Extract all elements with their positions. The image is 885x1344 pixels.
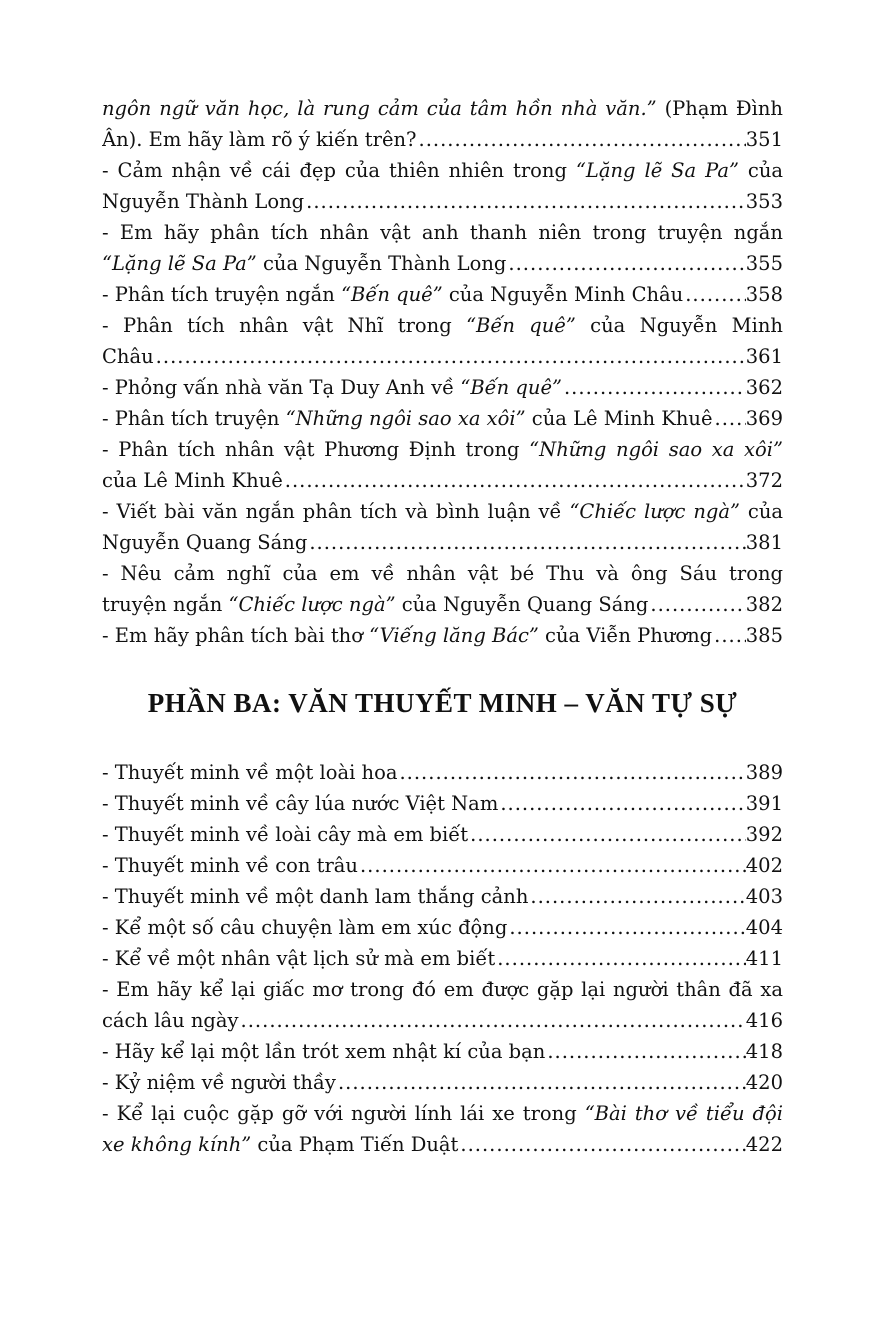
entry-text: - Phân tích truyện ngắn <box>102 283 342 306</box>
toc-entry-line <box>102 974 783 1005</box>
dot-leader <box>283 465 746 496</box>
toc-entry-title <box>102 186 304 217</box>
title-italic-text: ngôn ngữ văn học, là rung cảm của tâm hồn nhà văn.” <box>102 97 657 120</box>
entry-text: cách lâu ngày <box>102 1009 239 1032</box>
page-number: 353 <box>745 190 783 213</box>
toc-entry-title <box>102 527 307 558</box>
toc-entry-last-line <box>102 403 783 434</box>
toc-entry-title <box>102 788 498 819</box>
title-italic-text: “Bến quê” <box>466 314 576 337</box>
dot-leader <box>713 403 746 434</box>
entry-text: - Cảm nhận về cái đẹp của thiên nhiên trong <box>102 159 576 182</box>
page-number: 402 <box>745 854 783 877</box>
entry-text: của Nguyễn Quang Sáng <box>395 593 649 616</box>
title-italic-text: “Những ngôi sao xa xôi” <box>285 407 526 430</box>
toc-entry-line <box>102 155 783 186</box>
toc-entry-title <box>102 1036 545 1067</box>
entry-text: truyện ngắn <box>102 593 229 616</box>
entry-text: - Phân tích nhân vật Nhĩ trong <box>102 314 467 337</box>
toc-entry[interactable] <box>102 310 783 372</box>
toc-entry-title <box>102 124 417 155</box>
page-number: 372 <box>745 469 783 492</box>
toc-entry-last-line <box>102 788 783 819</box>
toc-entry-last-line <box>102 186 783 217</box>
section-heading: PHẦN BA: VĂN THUYẾT MINH – VĂN TỰ SỰ <box>147 688 738 718</box>
title-italic-text: “Viếng lăng Bác” <box>369 624 539 647</box>
toc-part-two-list <box>102 93 783 651</box>
toc-entry-title <box>102 1129 458 1160</box>
entry-text: - Em hãy phân tích nhân vật anh thanh niên trong truyện ngắn <box>102 221 783 244</box>
toc-entry-title <box>102 1067 336 1098</box>
toc-entry-line <box>102 310 783 341</box>
entry-text: Châu <box>102 345 154 368</box>
entry-text: Nguyễn Thành Long <box>102 190 305 213</box>
toc-entry-line <box>102 93 783 124</box>
page-number: 403 <box>745 885 783 908</box>
toc-entry[interactable] <box>102 155 783 217</box>
entry-text: - Kể về một nhân vật lịch sử mà em biết <box>102 947 496 970</box>
toc-entry[interactable] <box>102 819 783 850</box>
title-italic-text: “Lặng lẽ Sa Pa” <box>102 252 257 275</box>
entry-text: - Thuyết minh về một loài hoa <box>102 761 398 784</box>
toc-entry[interactable] <box>102 372 783 403</box>
toc-entry[interactable] <box>102 620 783 651</box>
title-italic-text: “Bài thơ về tiểu đội <box>584 1102 783 1125</box>
toc-entry-last-line <box>102 527 783 558</box>
page-number: 355 <box>745 252 783 275</box>
page-number: 361 <box>745 345 783 368</box>
entry-text: của Viễn Phương <box>538 624 713 647</box>
toc-entry[interactable] <box>102 279 783 310</box>
entry-text: - Hãy kể lại một lần trót xem nhật kí của bạn <box>102 1040 546 1063</box>
toc-entry-last-line <box>102 757 783 788</box>
title-italic-text: “Chiếc lược ngà” <box>228 593 396 616</box>
page-number: 362 <box>745 376 783 399</box>
toc-entry-title <box>102 912 507 943</box>
dot-leader <box>304 186 746 217</box>
entry-text: của <box>739 500 783 523</box>
dot-leader <box>712 620 746 651</box>
toc-entry[interactable] <box>102 1067 783 1098</box>
toc-entry-line <box>102 434 783 465</box>
entry-text: - Thuyết minh về loài cây mà em biết <box>102 823 469 846</box>
entry-text: - Viết bài văn ngắn phân tích và bình luận về <box>102 500 570 523</box>
dot-leader <box>239 1005 746 1036</box>
entry-text: - Phân tích truyện <box>102 407 286 430</box>
toc-entry-title <box>102 881 528 912</box>
entry-text: - Em hãy kể lại giấc mơ trong đó em được gặp lại người thân đã xa <box>102 978 783 1001</box>
toc-entry-last-line <box>102 943 783 974</box>
toc-entry[interactable] <box>102 788 783 819</box>
dot-leader <box>648 589 745 620</box>
page-number: 385 <box>745 624 783 647</box>
dot-leader <box>498 788 745 819</box>
dot-leader <box>545 1036 745 1067</box>
toc-entry-line <box>102 496 783 527</box>
page-number: 392 <box>745 823 783 846</box>
toc-entry-line <box>102 558 783 589</box>
toc-entry-last-line <box>102 912 783 943</box>
toc-entry[interactable] <box>102 496 783 558</box>
dot-leader <box>506 248 745 279</box>
toc-entry[interactable] <box>102 943 783 974</box>
entry-text: - Kỷ niệm về người thầy <box>102 1071 336 1094</box>
page-number: 391 <box>745 792 783 815</box>
dot-leader <box>468 819 746 850</box>
page-number: 404 <box>745 916 783 939</box>
toc-entry-title <box>102 620 712 651</box>
toc-entry-line <box>102 217 783 248</box>
toc-entry[interactable] <box>102 558 783 620</box>
title-italic-text: “Những ngôi sao xa xôi” <box>529 438 783 461</box>
toc-page <box>102 93 783 1160</box>
entry-text: - Phỏng vấn nhà văn Tạ Duy Anh về <box>102 376 461 399</box>
entry-text: - Thuyết minh về một danh lam thắng cảnh <box>102 885 529 908</box>
entry-text: (Phạm Đình <box>656 97 783 120</box>
entry-text: của Phạm Tiến Duật <box>251 1133 459 1156</box>
toc-entry[interactable] <box>102 217 783 279</box>
title-italic-text: xe không kính” <box>102 1133 252 1156</box>
toc-entry-title <box>102 341 154 372</box>
entry-text: - Phân tích nhân vật Phương Định trong <box>102 438 530 461</box>
dot-leader <box>495 943 746 974</box>
entry-text: - Nêu cảm nghĩ của em về nhân vật bé Thu và ông Sáu trong <box>102 562 783 585</box>
toc-entry-title <box>102 372 562 403</box>
title-italic-text: “Bến quê” <box>460 376 562 399</box>
page-number: 420 <box>745 1071 783 1094</box>
toc-entry-last-line <box>102 589 783 620</box>
entry-text: Ân). Em hãy làm rõ ý kiến trên? <box>102 128 417 151</box>
title-italic-text: “Lặng lẽ Sa Pa” <box>575 159 739 182</box>
toc-entry[interactable] <box>102 1098 783 1160</box>
dot-leader <box>458 1129 745 1160</box>
toc-entry[interactable] <box>102 434 783 496</box>
toc-entry[interactable] <box>102 912 783 943</box>
toc-entry-last-line <box>102 279 783 310</box>
entry-text: của Lê Minh Khuê <box>102 469 283 492</box>
toc-entry-last-line <box>102 372 783 403</box>
toc-entry[interactable] <box>102 93 783 155</box>
page-number: 351 <box>745 128 783 151</box>
toc-entry-title <box>102 279 683 310</box>
toc-entry-title <box>102 1005 239 1036</box>
entry-text: của Nguyễn Minh <box>575 314 783 337</box>
toc-entry-last-line <box>102 1005 783 1036</box>
page-number: 389 <box>745 761 783 784</box>
dot-leader <box>507 912 745 943</box>
toc-entry-last-line <box>102 850 783 881</box>
page-number: 411 <box>745 947 783 970</box>
toc-entry[interactable] <box>102 757 783 788</box>
toc-entry-title <box>102 819 468 850</box>
toc-entry-title <box>102 757 397 788</box>
dot-leader <box>358 850 746 881</box>
entry-text: của Lê Minh Khuê <box>525 407 713 430</box>
toc-entry-last-line <box>102 248 783 279</box>
page-number: 422 <box>745 1133 783 1156</box>
entry-text: của Nguyễn Minh Châu <box>442 283 684 306</box>
entry-text: - Em hãy phân tích bài thơ <box>102 624 370 647</box>
page-number: 418 <box>745 1040 783 1063</box>
dot-leader <box>336 1067 746 1098</box>
toc-entry[interactable] <box>102 974 783 1036</box>
dot-leader <box>528 881 745 912</box>
toc-entry-last-line <box>102 620 783 651</box>
toc-entry[interactable] <box>102 881 783 912</box>
toc-entry-title <box>102 403 713 434</box>
page-number: 358 <box>745 283 783 306</box>
toc-entry-title <box>102 248 506 279</box>
entry-text: - Thuyết minh về cây lúa nước Việt Nam <box>102 792 499 815</box>
page-number: 381 <box>745 531 783 554</box>
toc-entry[interactable] <box>102 1036 783 1067</box>
entry-text: của Nguyễn Thành Long <box>256 252 507 275</box>
entry-text: - Kể một số câu chuyện làm em xúc động <box>102 916 508 939</box>
toc-entry-title <box>102 589 648 620</box>
toc-entry-last-line <box>102 819 783 850</box>
toc-entry-title <box>102 850 358 881</box>
toc-entry-last-line <box>102 465 783 496</box>
entry-text: Nguyễn Quang Sáng <box>102 531 308 554</box>
dot-leader <box>154 341 746 372</box>
toc-entry-last-line <box>102 341 783 372</box>
page-number: 369 <box>745 407 783 430</box>
dot-leader <box>683 279 746 310</box>
toc-entry[interactable] <box>102 403 783 434</box>
entry-text: - Kể lại cuộc gặp gỡ với người lính lái xe trong <box>102 1102 585 1125</box>
toc-entry-last-line <box>102 881 783 912</box>
toc-part-three-list <box>102 757 783 1160</box>
entry-text: - Thuyết minh về con trâu <box>102 854 358 877</box>
toc-entry-last-line <box>102 1067 783 1098</box>
title-italic-text: “Chiếc lược ngà” <box>569 500 740 523</box>
dot-leader <box>397 757 745 788</box>
dot-leader <box>562 372 746 403</box>
toc-entry-last-line <box>102 1036 783 1067</box>
page-number: 382 <box>745 593 783 616</box>
toc-entry-line <box>102 1098 783 1129</box>
toc-entry-last-line <box>102 124 783 155</box>
toc-entry-title <box>102 465 283 496</box>
page-number: 416 <box>745 1009 783 1032</box>
title-italic-text: “Bến quê” <box>341 283 443 306</box>
entry-text: của <box>738 159 783 182</box>
dot-leader <box>307 527 745 558</box>
toc-entry-title <box>102 943 495 974</box>
toc-entry-last-line <box>102 1129 783 1160</box>
toc-entry[interactable] <box>102 850 783 881</box>
dot-leader <box>417 124 746 155</box>
